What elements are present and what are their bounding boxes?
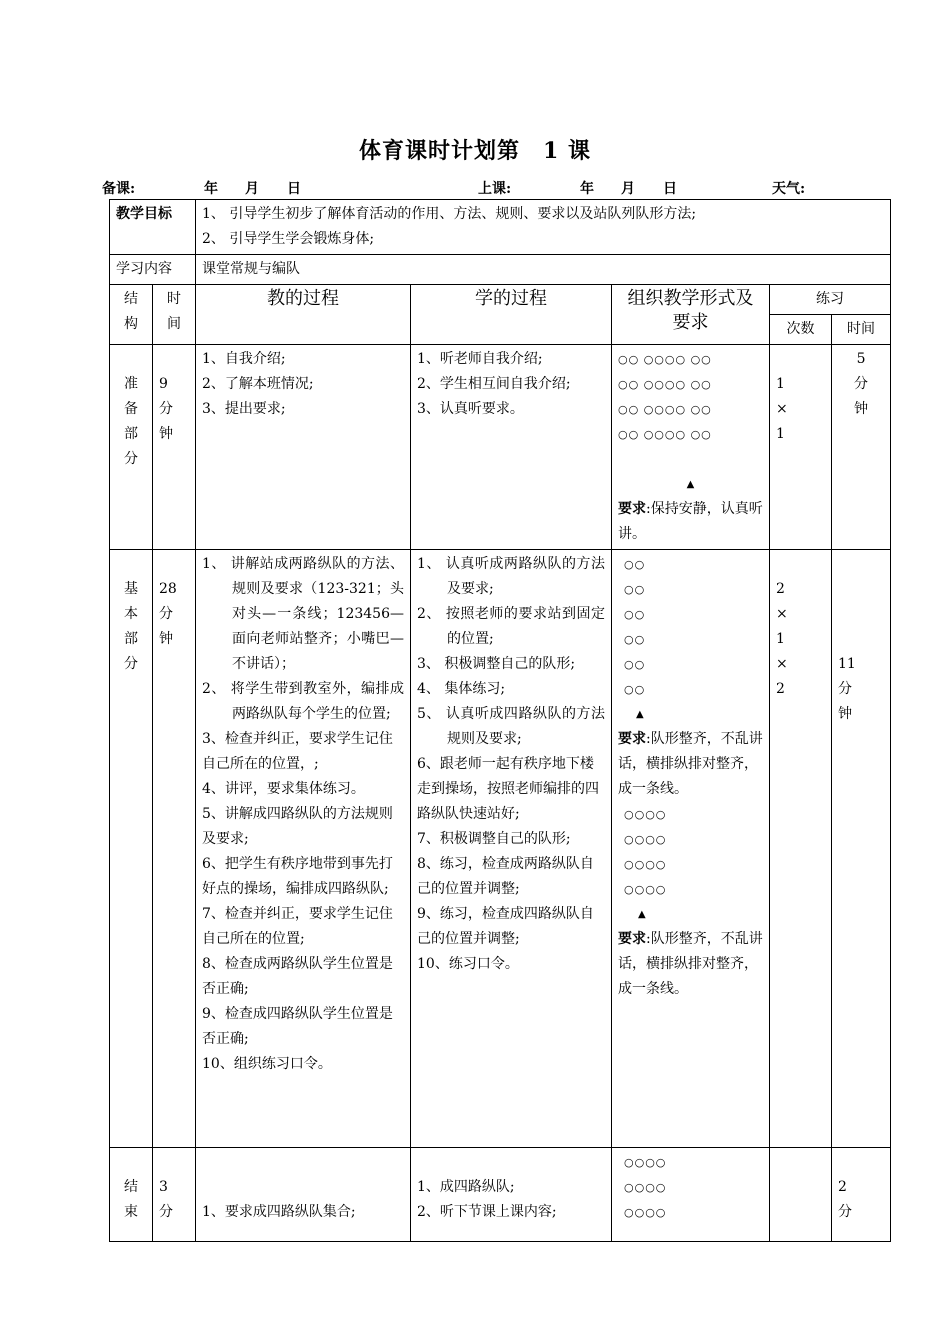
section-prep bbox=[110, 345, 891, 550]
learn-step: 3、认真听要求。 bbox=[417, 401, 524, 417]
teach-step: 8、检查成两路纵队学生位置是否正确; bbox=[202, 956, 393, 997]
content-label: 学习内容 bbox=[110, 255, 196, 285]
col-org: 组织教学形式及 要求 bbox=[612, 285, 770, 345]
teacher-triangle-icon: ▲ bbox=[686, 479, 695, 490]
prep-label: 备课: bbox=[102, 181, 136, 197]
objective-item: 1、 引导学生初步了解体育活动的作用、方法、规则、要求以及站队列队形方法; bbox=[202, 206, 697, 222]
class-month: 月 bbox=[621, 181, 635, 197]
section-time: 3 分 bbox=[153, 1148, 196, 1242]
col-practice: 练习 bbox=[770, 285, 891, 315]
teach-step: 2、 将学生带到教室外，编排成两路纵队每个学生的位置; bbox=[202, 681, 404, 722]
practice-duration: 2 分 bbox=[832, 1148, 891, 1242]
learn-step: 2、学生相互间自我介绍; bbox=[417, 376, 571, 392]
teach-step: 5、讲解成四路纵队的方法规则及要求; bbox=[202, 806, 393, 847]
teach-step: 2、了解本班情况; bbox=[202, 376, 314, 392]
organization bbox=[612, 550, 770, 1148]
practice-duration: 11 分 钟 bbox=[832, 550, 891, 1148]
practice-count: 2 × 1 × 2 bbox=[770, 550, 832, 1148]
learn-step: 1、 认真听成两路纵队的方法及要求; bbox=[417, 556, 605, 597]
learn-step: 4、 集体练习; bbox=[417, 681, 506, 697]
formation-row: ○○ bbox=[624, 608, 646, 621]
content-value: 课堂常规与编队 bbox=[196, 255, 891, 285]
teach-step: 9、检查成四路纵队学生位置是否正确; bbox=[202, 1006, 393, 1047]
organization bbox=[612, 1148, 770, 1242]
section-time: 9 分 钟 bbox=[153, 345, 196, 550]
column-header-row bbox=[110, 285, 891, 315]
learn-step: 8、练习，检查成两路纵队自己的位置并调整; bbox=[417, 856, 594, 897]
objectives-cell bbox=[196, 200, 891, 255]
section-time: 28 分 钟 bbox=[153, 550, 196, 1148]
teach-step: 3、提出要求; bbox=[202, 401, 286, 417]
formation-row: ○○ bbox=[624, 633, 646, 646]
learn-step: 5、 认真听成四路纵队的方法规则及要求; bbox=[417, 706, 605, 747]
col-count: 次数 bbox=[770, 315, 832, 345]
section-end bbox=[110, 1148, 891, 1242]
teach-step: 1、要求成四路纵队集合; bbox=[202, 1204, 356, 1220]
teach-step: 7、检查并纠正，要求学生记住自己所在的位置; bbox=[202, 906, 393, 947]
class-day: 日 bbox=[663, 181, 677, 197]
formation-row: ○○ bbox=[624, 683, 646, 696]
page-title: 体育课时计划第 1 课 bbox=[359, 138, 591, 164]
section-structure: 基 本 部 分 bbox=[110, 550, 153, 1148]
teach-process bbox=[196, 1148, 411, 1242]
class-year: 年 bbox=[580, 181, 594, 197]
teach-process bbox=[196, 345, 411, 550]
learn-step: 1、听老师自我介绍; bbox=[417, 351, 543, 367]
formation-row: ○○ ○○○○ ○○ bbox=[618, 428, 712, 441]
learn-step: 6、跟老师一起有秩序地下楼走到操场，按照老师编排的四路纵队快速站好; bbox=[417, 756, 599, 822]
teach-step: 10、组织练习口令。 bbox=[202, 1056, 332, 1072]
learn-process bbox=[411, 345, 612, 550]
class-label: 上课: bbox=[478, 181, 512, 197]
learn-process bbox=[411, 1148, 612, 1242]
learn-step: 3、 积极调整自己的队形; bbox=[417, 656, 576, 672]
formation-row: ○○○○ bbox=[624, 1156, 667, 1169]
practice-duration: 5 分 钟 bbox=[832, 345, 891, 550]
teach-step: 3、检查并纠正，要求学生记住自己所在的位置，; bbox=[202, 731, 393, 772]
requirement: 要求:保持安静，认真听讲。 bbox=[618, 501, 763, 542]
teacher-triangle-icon: ▲ bbox=[638, 909, 646, 920]
prep-month: 月 bbox=[245, 181, 259, 197]
learn-step: 2、听下节课上课内容; bbox=[417, 1204, 557, 1220]
practice-count bbox=[770, 1148, 832, 1242]
learn-process bbox=[411, 550, 612, 1148]
teacher-triangle-icon: ▲ bbox=[636, 709, 644, 720]
content-row bbox=[110, 255, 891, 285]
formation-row: ○○ ○○○○ ○○ bbox=[618, 378, 712, 391]
section-main bbox=[110, 550, 891, 1148]
lesson-plan-table bbox=[109, 199, 891, 1242]
formation-row: ○○ ○○○○ ○○ bbox=[618, 403, 712, 416]
col-teach: 教的过程 bbox=[196, 285, 411, 345]
section-structure: 准 备 部 分 bbox=[110, 345, 153, 550]
objectives-row bbox=[110, 200, 891, 255]
col-time: 时 间 bbox=[153, 285, 196, 345]
practice-count: 1 × 1 bbox=[770, 345, 832, 550]
organization bbox=[612, 345, 770, 550]
formation-row: ○○○○ bbox=[624, 858, 667, 871]
teach-step: 4、讲评，要求集体练习。 bbox=[202, 781, 365, 797]
formation-row: ○○ ○○○○ ○○ bbox=[618, 353, 712, 366]
formation-row: ○○○○ bbox=[624, 883, 667, 896]
prep-day: 日 bbox=[287, 181, 301, 197]
col-learn: 学的过程 bbox=[411, 285, 612, 345]
learn-step: 9、练习，检查成四路纵队自己的位置并调整; bbox=[417, 906, 594, 947]
learn-step: 10、练习口令。 bbox=[417, 956, 519, 972]
teach-step: 1、 讲解站成两路纵队的方法、规则及要求（123-321；头对头—一条线；123456—面向老师站整齐；小嘴巴—不讲话）； bbox=[202, 556, 404, 672]
col-duration: 时间 bbox=[832, 315, 891, 345]
learn-step: 7、积极调整自己的队形; bbox=[417, 831, 571, 847]
prep-year: 年 bbox=[204, 181, 218, 197]
requirement: 要求:队形整齐，不乱讲话，横排纵排对整齐，成一条线。 bbox=[618, 931, 763, 997]
formation-row: ○○ bbox=[624, 583, 646, 596]
requirement: 要求:队形整齐，不乱讲话，横排纵排对整齐，成一条线。 bbox=[618, 731, 763, 797]
formation-row: ○○ bbox=[624, 558, 646, 571]
teach-step: 6、把学生有秩序地带到事先打好点的操场，编排成四路纵队; bbox=[202, 856, 393, 897]
formation-row: ○○○○ bbox=[624, 808, 667, 821]
learn-step: 2、 按照老师的要求站到固定的位置; bbox=[417, 606, 605, 647]
formation-row: ○○○○ bbox=[624, 1206, 667, 1219]
formation-row: ○○○○ bbox=[624, 1181, 667, 1194]
col-structure: 结 构 bbox=[110, 285, 153, 345]
formation-row: ○○○○ bbox=[624, 833, 667, 846]
objectives-label: 教学目标 bbox=[110, 200, 196, 255]
formation-row: ○○ bbox=[624, 658, 646, 671]
weather-label: 天气: bbox=[772, 181, 806, 197]
learn-step: 1、成四路纵队; bbox=[417, 1179, 515, 1195]
teach-process bbox=[196, 550, 411, 1148]
objective-item: 2、 引导学生学会锻炼身体; bbox=[202, 231, 375, 247]
teach-step: 1、自我介绍; bbox=[202, 351, 286, 367]
section-structure: 结 束 bbox=[110, 1148, 153, 1242]
